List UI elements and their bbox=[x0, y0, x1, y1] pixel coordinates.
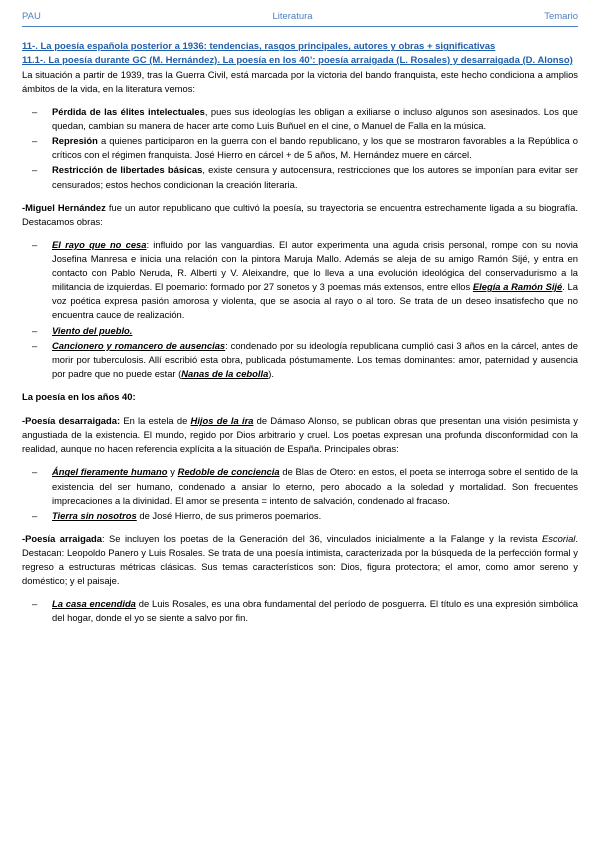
list-item-text: : influido por las vanguardias. El autor experimenta una aguda crisis personal, rompe con su novia Josefina Manresa e inicia una relación con la pintora Maruja Mallo. Además se aleja de su amigo Ramón Sijé, y entra en contacto con Pablo Neruda, R. Alberti y V. Aleixandre, que lo lleva a una evolución ideológica del conservadurismo a la militancia de izquierdas. El poemario: formado por 27 sonetos y 3 poemas más extensos, entre ellos bbox=[52, 238, 578, 293]
work-title: Redoble de conciencia bbox=[177, 466, 280, 478]
list-item-text: de Luis Rosales, es una obra fundamental del período de posguerra. El título es una expresión simbólica del hogar, donde el yo se siente a salvo por fin. bbox=[52, 598, 578, 624]
work-title: Hijos de la ira bbox=[190, 415, 254, 427]
list-item bbox=[22, 105, 578, 133]
bullet-dash: – bbox=[32, 106, 38, 117]
work-title: Cancionero y romancero de ausencias bbox=[52, 339, 226, 351]
list-item bbox=[22, 238, 578, 323]
work-title: Viento del pueblo. bbox=[52, 324, 133, 336]
list-item bbox=[22, 509, 578, 523]
list-item-text: de Blas de Otero: en estos, el poeta se interroga sobre el sentido de la existencia del ser humano, condenado a ansiar lo eterno, pero abocado a la soledad y mortalidad. Son frecuentes imprecaciones a la divinidad. El amor se presenta = intento de salvación, condenado al fracaso. bbox=[52, 466, 578, 506]
bullet-dash: – bbox=[32, 598, 38, 610]
author-name: -Miguel Hernández bbox=[22, 201, 106, 213]
intro-paragraph: La situación a partir de 1939, tras la Guerra Civil, está marcada por la victoria del bando franquista, este hecho condiciona a amplios ámbitos de la vida, en la literatura vemos: bbox=[22, 68, 578, 94]
desarraigada-works-list bbox=[22, 465, 578, 522]
bullet-dash: – bbox=[32, 509, 38, 521]
magazine-title: Escorial bbox=[542, 532, 576, 544]
list-item-text: : condenado por su ideología republicana cumplió casi 3 años en la cárcel, antes de morir por tuberculosis. Allí escribió esta obra, publicada póstumamente. Los temas dominantes: amor, paternidad y ausencia por padre que no puede estar ( bbox=[52, 339, 578, 379]
list-item-term: Restricción de libertades básicas bbox=[52, 164, 203, 176]
document-page bbox=[22, 10, 578, 635]
page-header bbox=[22, 10, 578, 27]
header-right: Temario bbox=[544, 11, 578, 22]
list-item-text: a quienes participaron en la guerra con el bando republicano, y los que se mostraron favorables a la República o críticos con el régimen franquista. José Hierro en cárcel + de 5 años, M. Hernández muere en cárcel. bbox=[52, 135, 578, 161]
list-item bbox=[22, 339, 578, 381]
work-title: Nanas de la cebolla bbox=[181, 367, 269, 379]
list-item bbox=[22, 465, 578, 507]
list-item bbox=[22, 134, 578, 162]
list-item-text: de José Hierro, de sus primeros poemarios. bbox=[136, 509, 322, 521]
topic-title: 11-. La poesía española posterior a 1936: tendencias, rasgos principales, autores y obras + significativas bbox=[22, 41, 496, 53]
bullet-dash: – bbox=[32, 339, 38, 351]
list-item-text: y bbox=[167, 466, 178, 478]
paragraph-text: : Se incluyen los poetas de la Generación del 36, vinculados inicialmente a la Falange y la revista bbox=[102, 532, 543, 544]
bullet-dash: – bbox=[32, 164, 38, 176]
bullet-dash: – bbox=[32, 324, 38, 336]
subtopic-title: 11.1-. La poesía durante GC (M. Hernández). La poesía en los 40’: poesía arraigada (L. Rosales) y desarraigada (D. Alonso) bbox=[22, 55, 573, 67]
list-item bbox=[22, 324, 578, 338]
list-item bbox=[22, 163, 578, 191]
section-heading: La poesía en los años 40: bbox=[22, 390, 136, 402]
list-item-text: , pues sus ideologías les obligan a exiliarse o incluso algunos son asesinados. Los que quedan, cambian su manera de hacer arte como Luis Buñuel en el cine, o Manuel de Falla en la música. bbox=[52, 106, 578, 132]
paragraph-text: . Destacan: Leopoldo Panero y Luis Rosales. Se trata de una poesía intimista, caracterizada por la búsqueda de la perfección formal y regreso a estructuras métricas clásicas. Sus temas característicos son: Dios, figura protectora; el amor, como amor sereno y doméstico; y el paisaje. bbox=[22, 532, 578, 587]
section-lead: -Poesía desarraigada: bbox=[22, 415, 121, 427]
paragraph-text: fue un autor republicano que cultivó la poesía, su trayectoria se encuentra estrechamente ligada a su biografía. Destacamos obras: bbox=[22, 201, 578, 227]
desarraigada-paragraph bbox=[22, 414, 578, 456]
list-item-text: ). bbox=[268, 367, 275, 379]
bullet-dash: – bbox=[32, 466, 38, 478]
paragraph-text: En la estela de bbox=[120, 415, 191, 427]
list-item-term: Pérdida de las élites intelectuales bbox=[52, 106, 205, 117]
work-title: El rayo que no cesa bbox=[52, 238, 147, 250]
list-item-term: Represión bbox=[52, 135, 98, 147]
paragraph-text: de Dámaso Alonso, se publican obras que presentan una visión pesimista y angustiada de la existencia. El mundo, regido por Dios arbitrario y cruel. Los poetas expresan una profunda disconformidad con la realidad, aunque no hacen referencia explícita a la situación de España. Principales obras: bbox=[22, 415, 578, 455]
work-title: Elegía a Ramón Sijé bbox=[472, 281, 563, 293]
work-title: Ángel fieramente humano bbox=[52, 466, 168, 478]
header-center: Literatura bbox=[272, 11, 313, 22]
bullet-dash: – bbox=[32, 238, 38, 250]
consequences-list bbox=[22, 105, 578, 192]
list-item-text: , existe censura y autocensura, restricciones que los autores se imponían para evitar ser censurados; estos hechos condicionan la creación literaria. bbox=[52, 164, 578, 190]
header-left: PAU bbox=[22, 11, 41, 22]
mh-works-list bbox=[22, 238, 578, 381]
arraigada-works-list bbox=[22, 597, 578, 625]
bullet-dash: – bbox=[32, 135, 38, 147]
section-lead: -Poesía arraigada bbox=[22, 532, 102, 544]
work-title: Tierra sin nosotros bbox=[52, 509, 137, 521]
miguel-hernandez-paragraph bbox=[22, 201, 578, 229]
arraigada-paragraph bbox=[22, 532, 578, 588]
list-item-text: . La voz poética expresa pasión amorosa y violenta, que se asocia al rayo o al toro. Se trata de un deseo insatisfecho que no encuentra cauce de realización. bbox=[52, 281, 578, 321]
list-item bbox=[22, 597, 578, 625]
work-title: La casa encendida bbox=[52, 598, 136, 610]
